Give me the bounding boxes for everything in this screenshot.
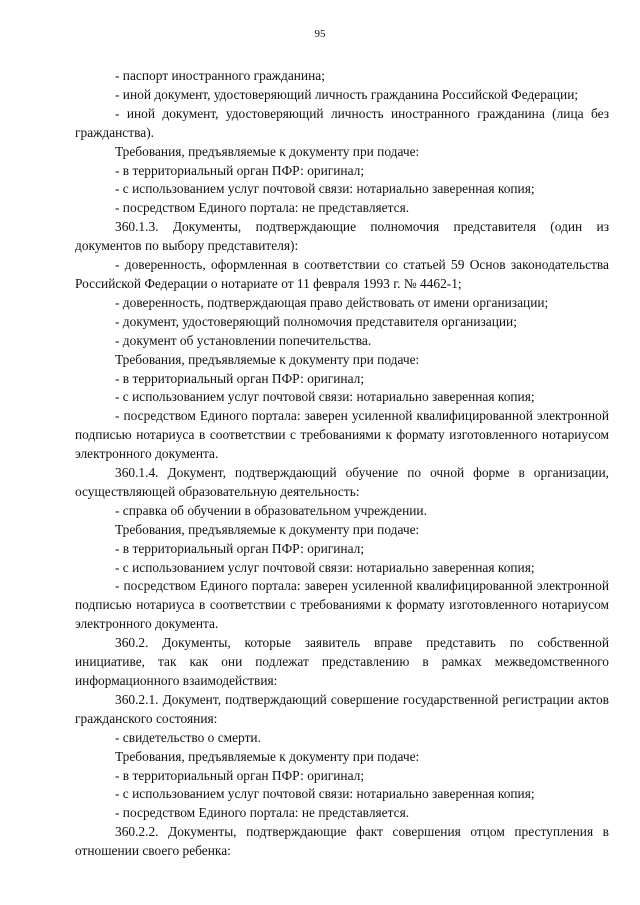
document-body: [75, 67, 609, 861]
paragraph: 360.1.4. Документ, подтверждающий обучение по очной форме в организации, осуществляющей образовательную деятельность:: [75, 465, 609, 499]
paragraph: - иной документ, удостоверяющий личность иностранного гражданина (лица без гражданства).: [75, 105, 609, 140]
paragraph: - в территориальный орган ПФР: оригинал;: [115, 162, 365, 178]
paragraph: - посредством Единого портала: заверен усиленной квалифицированной электронной подписью нотариуса в соответствии с требованиями к формату изготовленного нотариусом электронного документа.: [75, 578, 609, 632]
paragraph: - с использованием услуг почтовой связи: нотариально заверенная копия;: [115, 181, 535, 197]
paragraph: - доверенность, подтверждающая право действовать от имени организации;: [115, 294, 549, 310]
paragraph: Требования, предъявляемые к документу при подаче:: [115, 521, 420, 537]
paragraph: - с использованием услуг почтовой связи: нотариально заверенная копия;: [115, 786, 535, 802]
page-number: 95: [314, 28, 326, 40]
paragraph: - паспорт иностранного гражданина;: [115, 68, 325, 83]
paragraph: Требования, предъявляемые к документу при подаче:: [115, 748, 420, 764]
paragraph: - с использованием услуг почтовой связи: нотариально заверенная копия;: [115, 559, 535, 575]
paragraph: 360.2. Документы, которые заявитель вправе представить по собственной инициативе, так как они подлежат представлению в рамках межведомственного информационного взаимодействия:: [75, 635, 609, 688]
paragraph: - с использованием услуг почтовой связи: нотариально заверенная копия;: [115, 389, 535, 405]
paragraph: - в территориальный орган ПФР: оригинал;: [115, 370, 365, 386]
paragraph: - свидетельство о смерти.: [115, 729, 261, 745]
paragraph: - справка об обучении в образовательном учреждении.: [115, 502, 427, 518]
paragraph: - посредством Единого портала: заверен усиленной квалифицированной электронной подписью нотариуса в соответствии с требованиями к формату изготовленного нотариусом электронного документа.: [75, 408, 609, 462]
paragraph: - в территориальный орган ПФР: оригинал;: [115, 767, 365, 783]
paragraph: - иной документ, удостоверяющий личность гражданина Российской Федерации;: [115, 86, 579, 102]
paragraph: - документ, удостоверяющий полномочия представителя организации;: [115, 313, 517, 329]
paragraph: 360.2.1. Документ, подтверждающий совершение государственной регистрации актов гражданского состояния:: [75, 691, 609, 726]
paragraph: Требования, предъявляемые к документу при подаче:: [115, 351, 420, 367]
paragraph: 360.1.3. Документы, подтверждающие полномочия представителя (один из документов по выбору представителя):: [75, 219, 609, 254]
paragraph: - посредством Единого портала: не представляется.: [115, 805, 410, 821]
paragraph: - в территориальный орган ПФР: оригинал;: [115, 540, 365, 556]
paragraph: - посредством Единого портала: не представляется.: [115, 200, 410, 216]
paragraph: - документ об установлении попечительства.: [115, 332, 372, 348]
paragraph: Требования, предъявляемые к документу при подаче:: [115, 143, 420, 159]
paragraph: - доверенность, оформленная в соответствии со статьей 59 Основ законодательства Российской Федерации о нотариате от 11 февраля 1993 г. № 4462-1;: [75, 257, 609, 291]
paragraph: 360.2.2. Документы, подтверждающие факт совершения отцом преступления в отношении своего ребенка:: [75, 824, 609, 859]
